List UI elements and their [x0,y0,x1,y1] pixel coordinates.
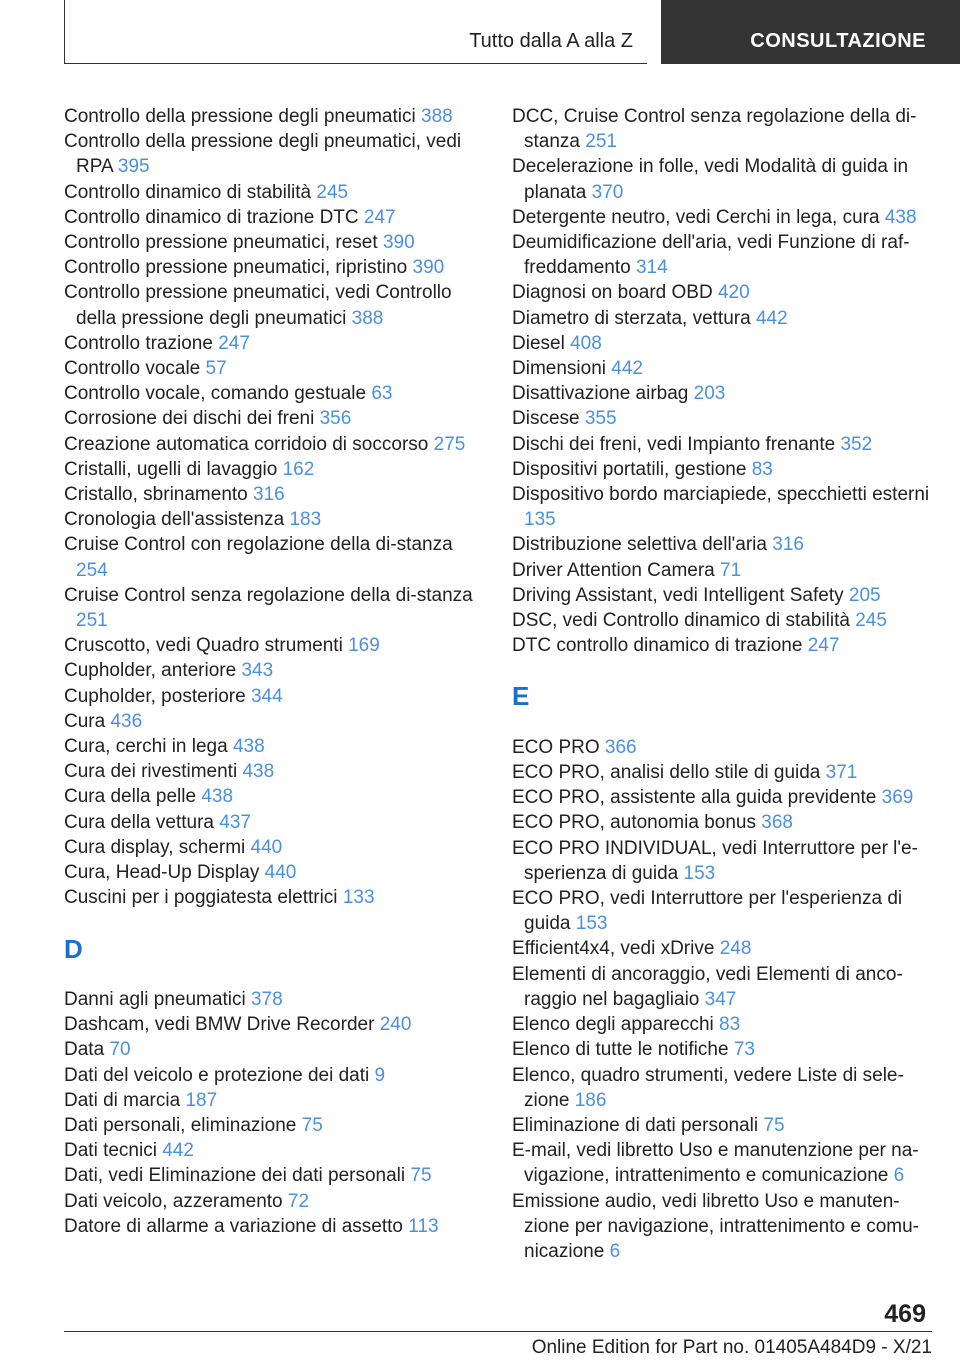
index-entry [64,280,484,330]
index-entry [64,759,484,784]
index-entry-page-link[interactable]: 240 [379,1014,412,1036]
index-entry-term: Diesel [512,332,565,354]
index-entry [512,633,932,658]
index-entry-term: Emissione audio, vedi libretto Uso e manuten-zione per navigazione, intrattenimento e comu-nicazione [512,1190,920,1262]
index-entry-term: Distribuzione selettiva dell'aria [512,534,767,556]
index-entry [64,331,484,356]
index-entry-page-link[interactable]: 83 [719,1014,741,1036]
index-entry-page-link[interactable]: 247 [218,332,250,354]
index-entry-page-link[interactable]: 187 [185,1089,218,1111]
index-entry-term: ECO PRO INDIVIDUAL, vedi Interruttore per l'e-sperienza di guida [512,837,918,884]
index-entry [512,1113,932,1138]
index-entry [512,608,932,633]
index-entry [512,735,932,760]
index-entry-page-link[interactable]: 245 [316,181,349,203]
index-entry-term: Controllo vocale [64,358,201,380]
index-entry-term: Deumidificazione dell'aria, vedi Funzione di raf-freddamento [512,232,910,279]
index-entry [512,154,932,204]
index-entry-term: Diagnosi on board OBD [512,282,713,304]
index-entry-page-link[interactable]: 247 [807,635,840,657]
index-entry-page-link[interactable]: 355 [584,408,617,430]
index-column-right [512,104,932,1264]
index-entry [64,1214,484,1239]
index-entry [64,180,484,205]
index-entry-term: Elenco, quadro strumenti, vedere Liste di sele-zione [512,1064,904,1111]
index-entry-term: Controllo pressione pneumatici, ripristino [64,257,408,279]
index-entry [64,684,484,709]
index-entry [64,406,484,431]
index-entry [512,583,932,608]
index-entry-term: ECO PRO, autonomia bonus [512,812,756,834]
index-entry-page-link[interactable]: 247 [363,206,396,228]
index-entry-term: Dati personali, eliminazione [64,1114,297,1136]
index-entry-page-link[interactable]: 388 [421,106,453,127]
index-entry-term: Cura della pelle [64,786,197,808]
index-entry-term: Driving Assistant, vedi Intelligent Safety [512,584,844,606]
index-entry [512,962,932,1012]
index-entry-page-link[interactable]: 438 [232,736,265,758]
index-entry-page-link[interactable]: 205 [848,584,881,606]
index-entry-term: ECO PRO, analisi dello stile di guida [512,762,821,784]
index-entry [512,432,932,457]
index-entry-page-link[interactable]: 440 [264,862,297,884]
index-entry-term: Danni agli pneumatici [64,988,246,1010]
index-entry-term: Cura dei rivestimenti [64,761,238,783]
index-entry-term: Cuscini per i poggiatesta elettrici [64,887,338,909]
index-entry [64,205,484,230]
index-entry [64,255,484,280]
index-entry-page-link[interactable]: 438 [884,206,917,228]
index-entry-page-link[interactable]: 63 [371,383,393,405]
index-entry-page-link[interactable]: 442 [611,358,643,380]
index-entry [512,1063,932,1113]
index-entry [512,1012,932,1037]
index-entry [64,1113,484,1138]
index-entry-page-link[interactable]: 368 [761,812,793,834]
index-entry [64,356,484,381]
chapter-tab-label: CONSULTAZIONE [750,30,926,52]
index-entry-term: Decelerazione in folle, vedi Modalità di guida in planata [512,156,909,203]
index-entry-page-link[interactable]: 70 [109,1039,131,1061]
index-entry-term: Dati, vedi Eliminazione dei dati personali [64,1165,406,1187]
index-entry [64,507,484,532]
index-entry-page-link[interactable]: 251 [585,131,617,153]
index-entry-page-link[interactable]: 370 [591,181,624,203]
index-entry [64,658,484,683]
index-entry-term: Discese [512,408,580,430]
index-entry [64,1088,484,1113]
index-entry-term: Eliminazione di dati personali [512,1114,759,1136]
index-entry-page-link[interactable]: 73 [733,1039,755,1061]
index-entry [64,734,484,759]
index-entry-page-link[interactable]: 343 [241,660,274,682]
index-entry-term: Controllo trazione [64,332,213,354]
index-entry-page-link[interactable]: 371 [825,762,858,784]
index-entry-term: Controllo dinamico di stabilità [64,181,312,203]
index-entry-term: Dashcam, vedi BMW Drive Recorder [64,1014,375,1036]
index-entry [64,532,484,582]
index-entry [512,356,932,381]
index-entry-page-link[interactable]: 75 [763,1114,785,1136]
index-entry-page-link[interactable]: 442 [755,307,788,329]
index-entry-page-link[interactable]: 316 [253,484,285,506]
index-entry-term: Dati tecnici [64,1140,157,1162]
index-entry-term: Cruscotto, vedi Quadro strumenti [64,635,343,657]
index-entry-page-link[interactable]: 6 [609,1240,621,1262]
index-entry [512,482,932,532]
index-entry-page-link[interactable]: 254 [76,559,108,581]
index-entry [512,280,932,305]
index-entry [64,987,484,1012]
index-entry-term: Controllo dinamico di trazione DTC [64,206,359,228]
index-entry [512,785,932,810]
index-entry-term: Cruise Control senza regolazione della di-stanza [64,584,473,606]
index-entry-page-link[interactable]: 378 [250,988,283,1010]
index-entry [64,860,484,885]
index-entry-term: Driver Attention Camera [512,559,715,581]
index-entry-term: Controllo pressione pneumatici, reset [64,232,378,254]
index-entry-page-link[interactable]: 347 [704,988,737,1010]
index-entry-page-link[interactable]: 314 [635,257,668,279]
index-entry-term: DTC controllo dinamico di trazione [512,635,803,657]
index-entry-page-link[interactable]: 395 [117,156,150,178]
index-entry-page-link[interactable]: 71 [720,559,742,581]
section-header [64,0,647,64]
index-entry-term: E-mail, vedi libretto Uso e manutenzione per na-vigazione, intrattenimento e comunicazione [512,1140,919,1187]
index-entry [512,532,932,557]
index-entry-page-link[interactable]: 75 [301,1114,323,1136]
index-entry-term: Cura [64,710,106,732]
index-entry [64,709,484,734]
index-entry-page-link[interactable]: 72 [287,1190,310,1212]
index-entry [512,331,932,356]
index-entry-term: ECO PRO, vedi Interruttore per l'esperienza di guida [512,888,903,935]
index-entry [512,205,932,230]
index-column-left [64,104,484,1239]
index-entry-term: Controllo pressione pneumatici, vedi Controllo della pressione degli pneumatici [64,282,452,329]
index-entry [64,482,484,507]
index-entry-page-link[interactable]: 437 [219,811,251,833]
index-entry [512,836,932,886]
index-entry [512,558,932,583]
index-entry-page-link[interactable]: 203 [693,383,726,405]
index-entry-page-link[interactable]: 6 [893,1165,905,1187]
index-entry-page-link[interactable]: 169 [348,635,380,657]
index-entry-page-link[interactable]: 440 [250,836,283,858]
section-title: Tutto dalla A alla Z [469,30,633,52]
index-entry-term: Cura, cerchi in lega [64,736,228,758]
index-entry [64,1037,484,1062]
index-entry-term: Cura display, schermi [64,836,246,858]
index-entry [512,810,932,835]
index-entry-page-link[interactable]: 408 [570,332,602,354]
index-entry [64,1189,484,1214]
index-entry [64,885,484,910]
index-entry-term: Datore di allarme a variazione di assetto [64,1215,404,1237]
index-entry [64,1063,484,1088]
index-entry-term: Creazione automatica corridoio di soccorso [64,433,429,455]
index-entry [64,784,484,809]
index-entry [64,230,484,255]
index-entry-page-link[interactable]: 420 [717,282,750,304]
index-entry [512,936,932,961]
index-entry [512,1138,932,1188]
index-entry-term: Dati veicolo, azzeramento [64,1190,283,1212]
index-entry-page-link[interactable]: 366 [604,736,637,758]
index-entry-term: Disattivazione airbag [512,383,689,405]
index-entry [512,1189,932,1265]
index-entry-term: Dispositivo bordo marciapiede, specchietti esterni [512,484,930,506]
index-entry [64,1163,484,1188]
index-entry-term: Detergente neutro, vedi Cerchi in lega, cura [512,206,880,228]
index-entry-term: Dimensioni [512,358,606,380]
index-entry [64,810,484,835]
index-entry [512,886,932,936]
index-entry [64,104,484,129]
index-entry [64,583,484,633]
index-entry-term: Cura della vettura [64,811,214,833]
index-entry-page-link[interactable]: 251 [76,610,108,632]
index-entry [64,432,484,457]
index-entry-term: Cronologia dell'assistenza [64,509,285,531]
index-entry-term: Corrosione dei dischi dei freni [64,408,315,430]
index-entry [64,835,484,860]
index-letter-heading: D [64,933,83,964]
index-entry-term: Diametro di sterzata, vettura [512,307,751,329]
index-entry-term: DSC, vedi Controllo dinamico di stabilità [512,610,850,632]
chapter-tab[interactable] [661,0,960,64]
index-entry-page-link[interactable]: 316 [772,534,804,556]
page-number: 469 [884,1300,926,1328]
index-entry-page-link[interactable]: 135 [524,509,556,531]
index-entry-term: Dischi dei freni, vedi Impianto frenante [512,433,836,455]
index-entry [512,306,932,331]
index-entry [64,457,484,482]
index-entry-term: Data [64,1039,105,1061]
index-entry-page-link[interactable]: 83 [751,458,773,480]
index-entry-page-link[interactable]: 388 [351,307,384,329]
index-entry [64,1012,484,1037]
index-entry-term: ECO PRO [512,736,600,758]
index-entry [512,230,932,280]
index-entry-term: Cruise Control con regolazione della di-stanza [64,534,453,556]
index-entry-term: Controllo della pressione degli pneumatici, vedi RPA [64,131,462,178]
index-entry-page-link[interactable]: 356 [319,408,352,430]
index-entry-page-link[interactable]: 344 [250,685,283,707]
index-entry-page-link[interactable]: 390 [412,257,445,279]
index-entry-page-link[interactable]: 186 [574,1089,607,1111]
index-entry-page-link[interactable]: 390 [382,232,415,254]
index-entry-term: Cristalli, ugelli di lavaggio [64,458,278,480]
index-entry-term: ECO PRO, assistente alla guida previdente [512,787,877,809]
index-entry-page-link[interactable]: 436 [110,710,143,732]
index-entry-term: Dati di marcia [64,1089,181,1111]
index-entry-page-link[interactable]: 248 [719,938,752,960]
index-entry-page-link[interactable]: 438 [201,786,234,808]
index-entry [512,104,932,154]
index-entry [64,633,484,658]
index-entry-page-link[interactable]: 438 [242,761,275,783]
index-entry-page-link[interactable]: 162 [282,458,315,480]
index-entry-page-link[interactable]: 9 [374,1064,386,1086]
index-entry-page-link[interactable]: 369 [881,787,914,809]
index-entry [512,457,932,482]
edition-footer: Online Edition for Part no. 01405A484D9 - X/21 [531,1337,932,1358]
index-entry-page-link[interactable]: 153 [683,862,716,884]
index-entry-term: Elementi di ancoraggio, vedi Elementi di anco-raggio nel bagagliaio [512,963,903,1010]
index-entry-term: Controllo della pressione degli pneumatici [64,106,416,127]
index-entry [64,129,484,179]
index-entry-term: Dispositivi portatili, gestione [512,458,747,480]
index-entry-page-link[interactable]: 75 [410,1165,432,1187]
index-entry-term: Cupholder, anteriore [64,660,237,682]
index-entry [512,1037,932,1062]
index-entry-term: Efficient4x4, vedi xDrive [512,938,715,960]
index-entry-page-link[interactable]: 57 [205,358,227,380]
index-entry-page-link[interactable]: 442 [162,1140,194,1162]
index-entry-page-link[interactable]: 183 [289,509,322,531]
index-entry-term: Cupholder, posteriore [64,685,246,707]
index-entry [64,381,484,406]
index-entry [64,1138,484,1163]
page-header [64,0,960,64]
index-entry-term: DCC, Cruise Control senza regolazione della di-stanza [512,106,917,153]
index-entry [512,381,932,406]
index-entry [512,760,932,785]
index-entry-term: Cura, Head-Up Display [64,862,260,884]
index-entry-term: Controllo vocale, comando gestuale [64,383,367,405]
index-entry-page-link[interactable]: 113 [408,1215,439,1237]
index-entry-page-link[interactable]: 352 [840,433,873,455]
index-entry-page-link[interactable]: 153 [575,913,608,935]
index-entry-term: Elenco degli apparecchi [512,1014,714,1036]
index-letter-heading: E [512,681,530,712]
index-entry-page-link[interactable]: 133 [342,887,375,909]
footer-divider [64,1331,932,1332]
index-entry-term: Cristallo, sbrinamento [64,484,248,506]
index-entry-term: Dati del veicolo e protezione dei dati [64,1064,370,1086]
index-entry-page-link[interactable]: 275 [433,433,466,455]
index-entry-term: Elenco di tutte le notifiche [512,1039,729,1061]
index-entry [512,406,932,431]
index-entry-page-link[interactable]: 245 [855,610,887,632]
